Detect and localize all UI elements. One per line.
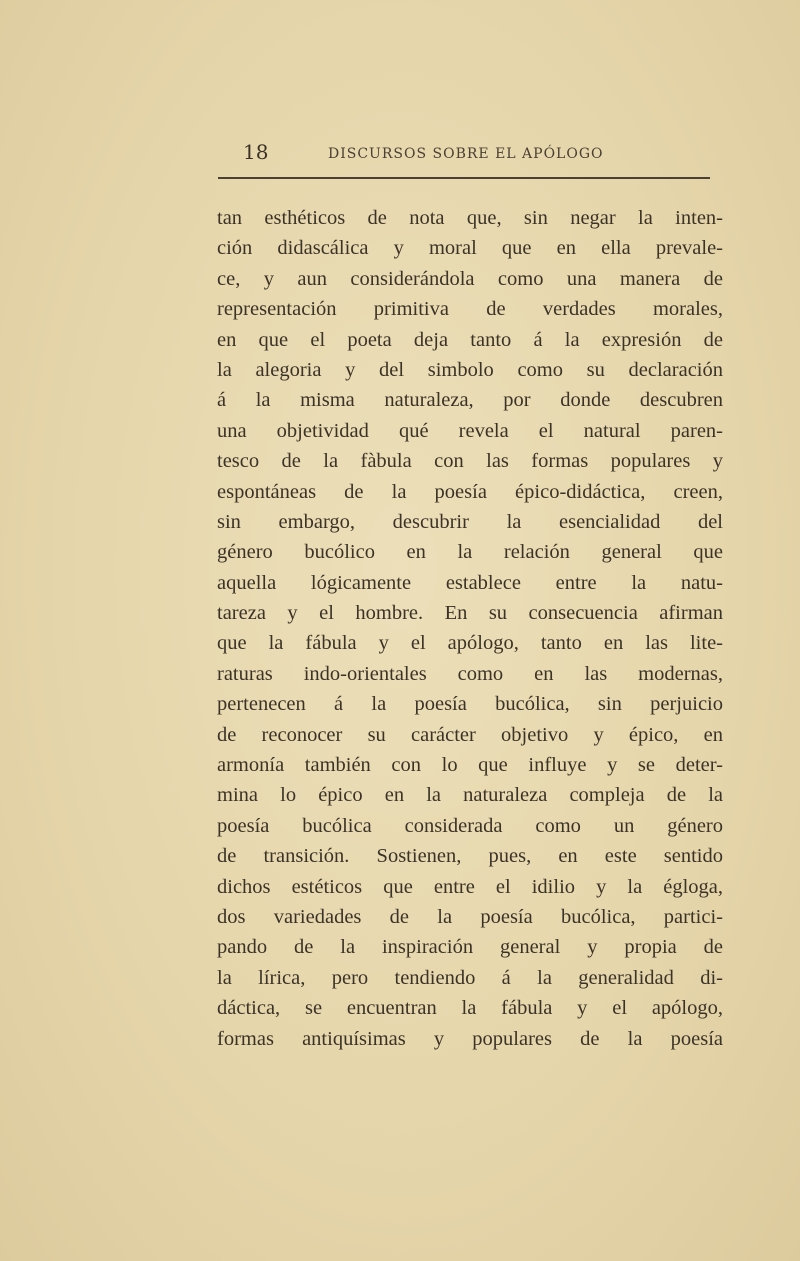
text-line: formas antiquísimas y populares de la poesía — [217, 1027, 723, 1050]
text-line: dichos estéticos que entre el idilio y la égloga, — [217, 875, 723, 898]
header-rule — [218, 177, 710, 179]
text-line: de transición. Sostienen, pues, en este sentido — [217, 845, 723, 868]
text-line: pando de la inspiración general y propia de — [217, 936, 723, 959]
text-line: de reconocer su carácter objetivo y épico, en — [217, 723, 723, 746]
text-line: aquella lógicamente establece entre la natu- — [217, 571, 723, 594]
body-text — [217, 203, 723, 1054]
text-line: raturas indo-orientales como en las modernas, — [217, 662, 723, 685]
text-line: dos variedades de la poesía bucólica, partici- — [217, 905, 723, 928]
text-line: ción didascálica y moral que en ella prevale- — [217, 237, 723, 260]
text-line: tan esthéticos de nota que, sin negar la inten- — [217, 207, 723, 229]
text-line: dáctica, se encuentran la fábula y el apólogo, — [217, 997, 723, 1020]
text-line: tesco de la fàbula con las formas populares y — [217, 450, 723, 473]
text-line: la alegoria y del simbolo como su declaración — [217, 358, 723, 381]
text-line: que la fábula y el apólogo, tanto en las lite- — [217, 632, 723, 655]
text-line: á la misma naturaleza, por donde descubren — [217, 389, 723, 412]
running-title: DISCURSOS SOBRE EL APÓLOGO — [328, 146, 604, 162]
text-line: armonía también con lo que influye y se deter- — [217, 754, 723, 777]
page-number: 18 — [243, 140, 269, 164]
text-line: sin embargo, descubrir la esencialidad del — [217, 510, 723, 533]
text-line: tareza y el hombre. En su consecuencia afirman — [217, 602, 723, 625]
text-line: representación primitiva de verdades morales, — [217, 298, 723, 321]
text-line: en que el poeta deja tanto á la expresión de — [217, 328, 723, 351]
text-line: poesía bucólica considerada como un género — [217, 814, 723, 837]
text-line: pertenecen á la poesía bucólica, sin perjuicio — [217, 693, 723, 716]
text-line: mina lo épico en la naturaleza compleja de la — [217, 784, 723, 807]
text-line: espontáneas de la poesía épico-didáctica, creen, — [217, 480, 723, 503]
text-line: la lírica, pero tendiendo á la generalidad di- — [217, 966, 723, 989]
text-line: una objetividad qué revela el natural paren- — [217, 419, 723, 442]
text-line: ce, y aun considerándola como una manera de — [217, 267, 723, 290]
text-line: género bucólico en la relación general que — [217, 541, 723, 564]
